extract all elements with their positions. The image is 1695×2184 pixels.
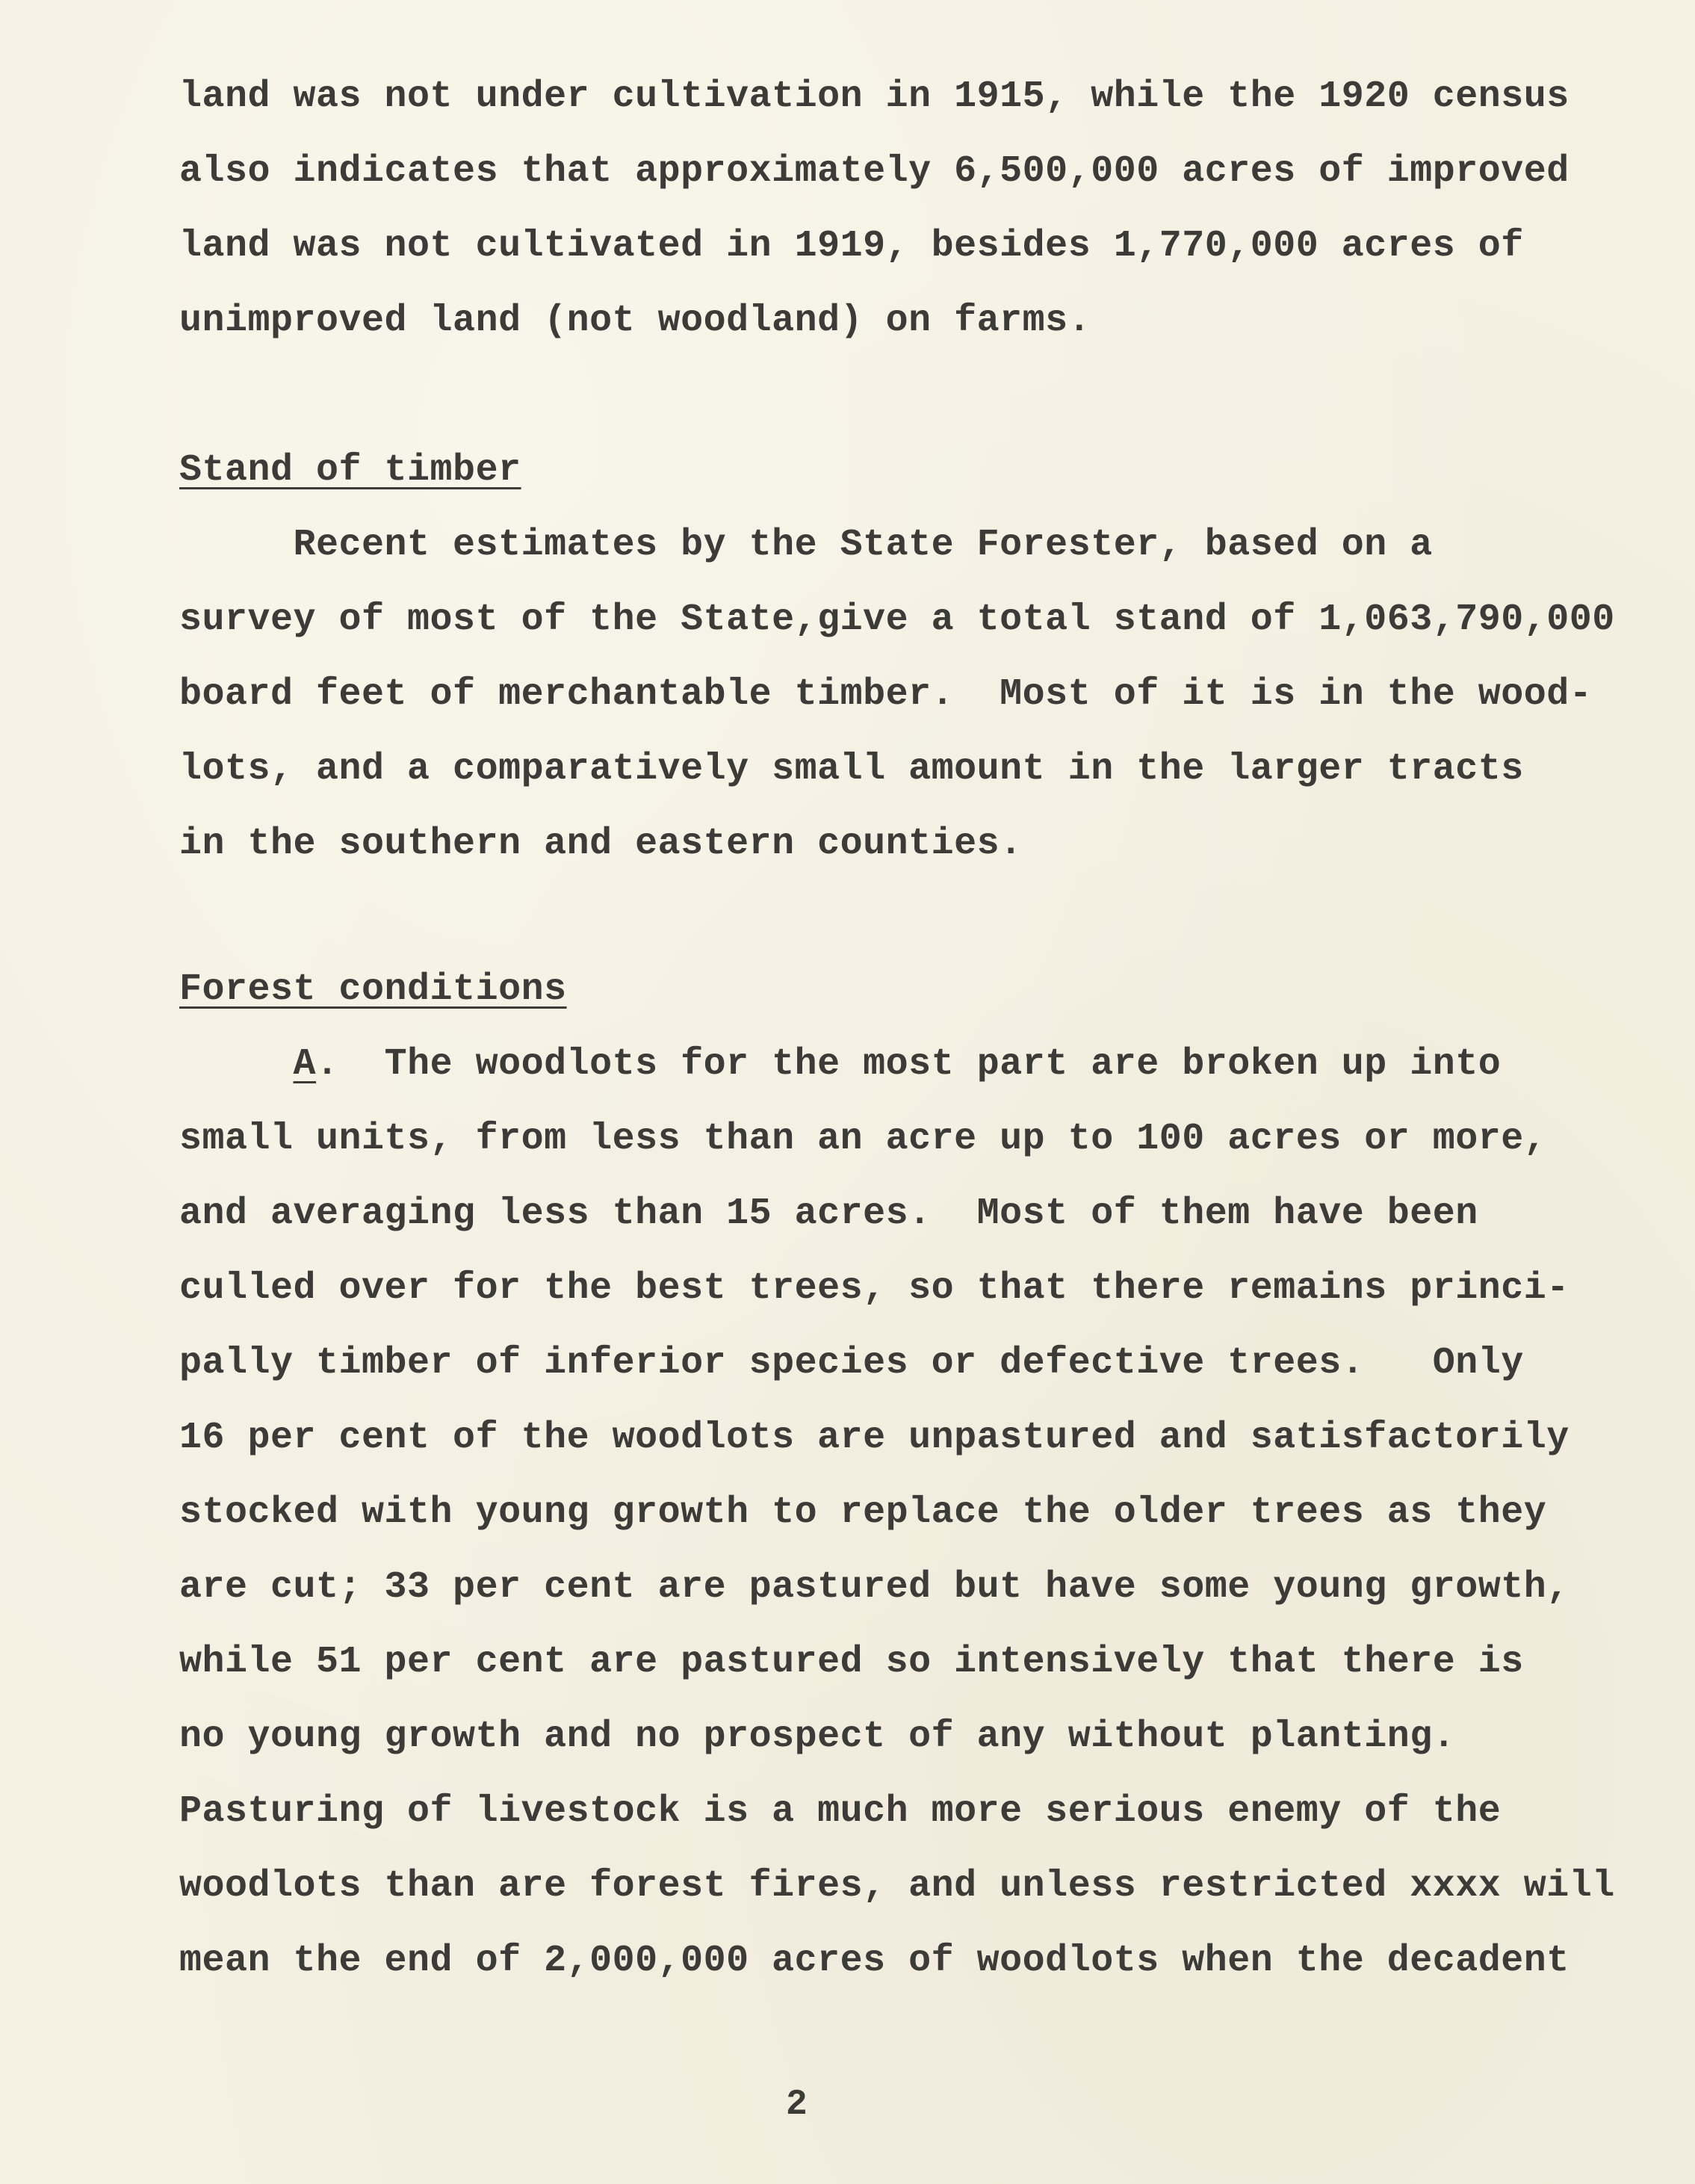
intro-line: also indicates that approximately 6,500,000 acres of improved	[179, 150, 1569, 193]
forest-first-line-text: The woodlots for the most part are broken up into	[338, 1043, 1502, 1086]
intro-line: land was not cultivated in 1919, besides 1,770,000 acres of	[179, 225, 1524, 267]
forest-line: culled over for the best trees, so that there remains princi-	[179, 1267, 1569, 1310]
forest-line: stocked with young growth to replace the older trees as they	[179, 1491, 1547, 1534]
forest-first-line	[179, 1043, 1502, 1086]
forest-line: mean the end of 2,000,000 acres of woodlots when the decadent	[179, 1940, 1569, 1982]
intro-line: land was not under cultivation in 1915, while the 1920 census	[179, 75, 1569, 118]
forest-line: are cut; 33 per cent are pastured but have some young growth,	[179, 1566, 1569, 1609]
item-label-suffix: .	[316, 1043, 339, 1086]
stand-line: board feet of merchantable timber. Most of it is in the wood-	[179, 673, 1593, 716]
section-heading-forest-conditions: Forest conditions	[179, 968, 567, 1011]
forest-line: woodlots than are forest fires, and unless restricted xxxx will	[179, 1865, 1615, 1908]
stand-line: lots, and a comparatively small amount in the larger tracts	[179, 748, 1524, 791]
stand-line: Recent estimates by the State Forester, based on a	[179, 524, 1433, 566]
page-number: 2	[786, 2085, 808, 2125]
stand-line: in the southern and eastern counties.	[179, 823, 1023, 865]
forest-line: small units, from less than an acre up to 100 acres or more,	[179, 1118, 1547, 1160]
forest-line: and averaging less than 15 acres. Most of them have been	[179, 1192, 1478, 1235]
forest-line: no young growth and no prospect of any without planting.	[179, 1716, 1456, 1758]
forest-line: pally timber of inferior species or defective trees. Only	[179, 1342, 1524, 1385]
item-label-a: A	[293, 1043, 317, 1086]
section-heading-stand-of-timber: Stand of timber	[179, 449, 521, 492]
forest-line: Pasturing of livestock is a much more serious enemy of the	[179, 1790, 1502, 1833]
forest-line: while 51 per cent are pastured so intensively that there is	[179, 1641, 1524, 1683]
forest-line: 16 per cent of the woodlots are unpastured and satisfactorily	[179, 1417, 1569, 1459]
intro-line: unimproved land (not woodland) on farms.	[179, 300, 1091, 342]
stand-line: survey of most of the State,give a total stand of 1,063,790,000	[179, 598, 1615, 641]
